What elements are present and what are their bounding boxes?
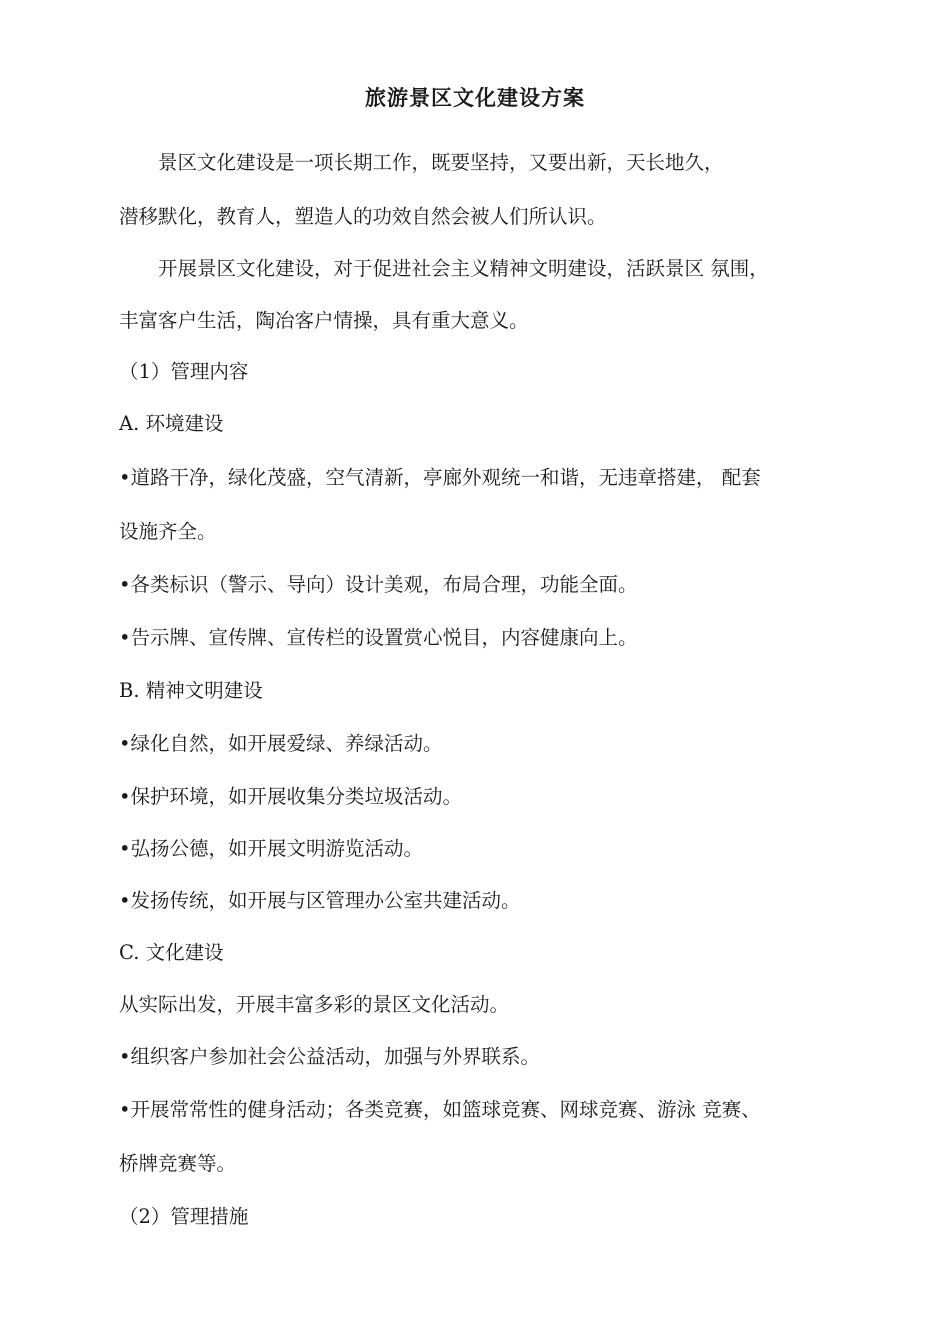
bullet-signage: •各类标识（警示、导向）设计美观，布局合理，功能全面。 bbox=[119, 573, 638, 596]
subheading-environment: A. 环境建设 bbox=[119, 412, 224, 435]
paragraph-significance-line-2: 丰富客户生活，陶冶客户情操，具有重大意义。 bbox=[119, 309, 529, 332]
bullet-tradition: •发扬传统，如开展与区管理办公室共建活动。 bbox=[119, 889, 521, 912]
subheading-spiritual-civilization: B. 精神文明建设 bbox=[119, 679, 263, 702]
subheading-culture: C. 文化建设 bbox=[119, 941, 224, 964]
bullet-notice-boards: •告示牌、宣传牌、宣传栏的设置赏心悦目，内容健康向上。 bbox=[119, 626, 638, 649]
bullet-roads-line-1: •道路干净，绿化茂盛，空气清新，亭廊外观统一和谐，无违章搭建， 配套 bbox=[119, 466, 761, 489]
bullet-public-morality: •弘扬公德，如开展文明游览活动。 bbox=[119, 837, 424, 860]
paragraph-intro-line-1: 景区文化建设是一项长期工作，既要坚持，又要出新，天长地久， bbox=[158, 151, 724, 174]
bullet-greening: •绿化自然，如开展爱绿、养绿活动。 bbox=[119, 732, 443, 755]
bullet-fitness-line-1: •开展常常性的健身活动；各类竞赛，如篮球竞赛、网球竞赛、游泳 竞赛、 bbox=[119, 1098, 761, 1121]
document-title: 旅游景区文化建设方案 bbox=[365, 86, 585, 110]
paragraph-intro-line-2: 潜移默化，教育人，塑造人的功效自然会被人们所认识。 bbox=[119, 205, 607, 228]
paragraph-culture-intro: 从实际出发，开展丰富多彩的景区文化活动。 bbox=[119, 993, 510, 1016]
bullet-protect-environment: •保护环境，如开展收集分类垃圾活动。 bbox=[119, 785, 463, 808]
bullet-roads-line-2: 设施齐全。 bbox=[119, 520, 217, 543]
section-heading-management-content: （1）管理内容 bbox=[119, 360, 249, 383]
section-heading-management-measures: （2）管理措施 bbox=[119, 1205, 249, 1228]
paragraph-significance-line-1: 开展景区文化建设，对于促进社会主义精神文明建设，活跃景区 氛围， bbox=[158, 257, 769, 280]
bullet-fitness-line-2: 桥牌竞赛等。 bbox=[119, 1152, 237, 1175]
bullet-public-welfare: •组织客户参加社会公益活动，加强与外界联系。 bbox=[119, 1045, 541, 1068]
